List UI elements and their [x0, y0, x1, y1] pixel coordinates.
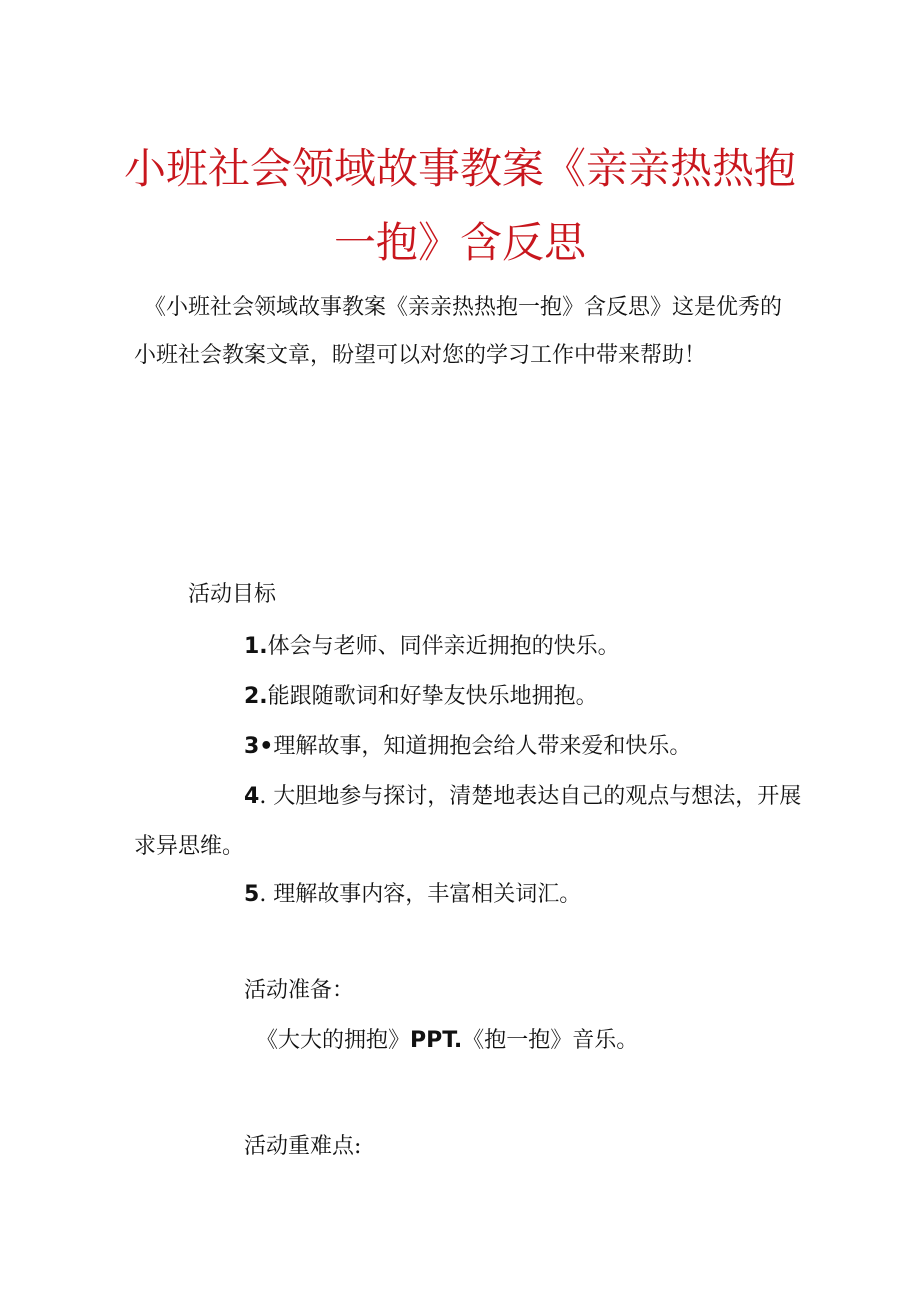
goal-item-4 [134, 772, 806, 872]
goal-text: 体会与老师、同伴亲近拥抱的快乐。 [267, 634, 620, 659]
goal-item-3 [244, 732, 691, 762]
goal-item-2 [244, 682, 598, 712]
prep-text-pre: 《大大的拥抱》 [256, 1028, 411, 1053]
goal-number: 5 [244, 882, 260, 907]
prep-materials [256, 1026, 638, 1056]
goal-number: 1. [244, 634, 268, 659]
goal-text: 能跟随歌词和好挚友快乐地拥抱。 [267, 684, 598, 709]
goal-text: . 理解故事内容，丰富相关词汇。 [259, 882, 582, 907]
prep-text-post: 《抱一抱》音乐。 [462, 1028, 639, 1053]
goal-item-1 [244, 632, 620, 662]
goal-number: 2. [244, 684, 268, 709]
goal-text: . 大胆地参与探讨，清楚地表达自己的观点与想法，开展求异思维。 [134, 784, 802, 859]
goal-number: 3• [244, 734, 274, 759]
prep-heading: 活动准备： [244, 978, 355, 1003]
goals-heading: 活动目标 [188, 582, 277, 607]
goal-text: 理解故事，知道拥抱会给人带来爱和快乐。 [273, 734, 692, 759]
prep-text-bold: PPT. [410, 1028, 463, 1053]
intro-paragraph: 《小班社会领域故事教案《亲亲热热抱一抱》含反思》这是优秀的小班社会教案文章，盼望可以对您的学习工作中带来帮助！ [134, 295, 783, 368]
document-title-line-2: 一抱》含反思 [333, 218, 586, 267]
document-title-line-1: 小班社会领域故事教案《亲亲热热抱 [123, 144, 796, 193]
key-points-heading: 活动重难点: [244, 1134, 362, 1159]
goal-item-5 [244, 880, 581, 910]
goal-number: 4 [244, 784, 260, 809]
